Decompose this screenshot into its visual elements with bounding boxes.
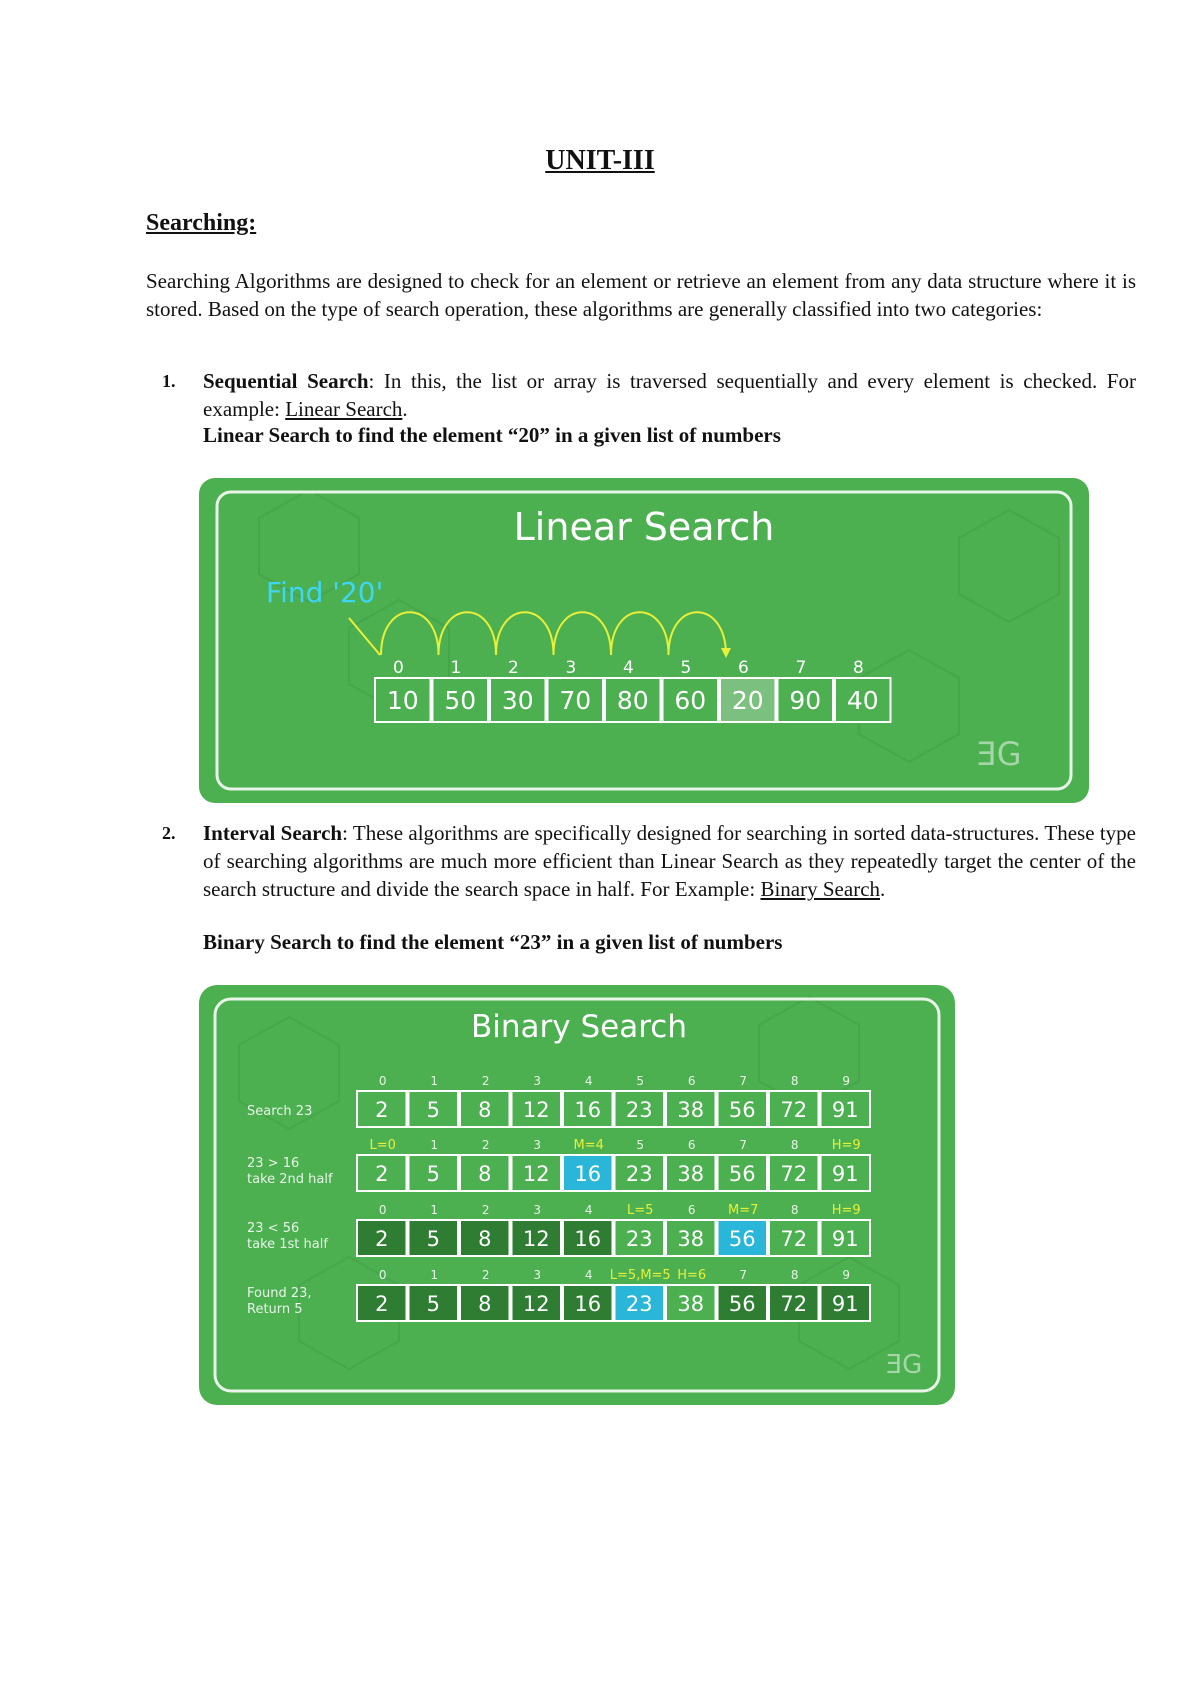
linear-caption: Linear Search to find the element “20” in a given list of numbers [203, 423, 781, 447]
term-label: Sequential Search [203, 369, 369, 393]
figure-title: Binary Search [471, 1009, 687, 1045]
step-label: take 1st half [247, 1237, 328, 1252]
index-label: 6 [687, 1074, 696, 1088]
cell-value: 12 [522, 1227, 550, 1251]
panel-background [199, 985, 955, 1405]
index-label: 7 [795, 658, 807, 678]
cell-value: 38 [677, 1162, 705, 1186]
binary-search-link[interactable]: Binary Search [760, 877, 881, 901]
logo: ƎG [885, 1350, 923, 1380]
cell-value: 5 [426, 1162, 440, 1186]
logo: ƎG [976, 735, 1022, 773]
step-label: take 2nd half [247, 1172, 333, 1187]
item-text: : These algorithms are specifically designed for searching in sorted data-structures. These type of searching algorithms are much more efficient than Linear Search as they repeatedly target the center of the search structure and divide the search space in half. For Example: [203, 821, 1137, 901]
cell-value: 91 [831, 1292, 859, 1316]
binary-caption: Binary Search to find the element “23” in a given list of numbers [203, 930, 783, 954]
index-label: 3 [565, 658, 577, 678]
index-label: 3 [533, 1138, 542, 1152]
index-label: H=9 [831, 1138, 861, 1153]
index-label: 1 [430, 1268, 439, 1282]
index-label: 0 [393, 658, 404, 678]
index-label: 7 [739, 1074, 748, 1088]
cell-value: 56 [728, 1292, 756, 1316]
index-label: 8 [790, 1268, 799, 1282]
cell-value: 5 [426, 1098, 440, 1122]
index-label: M=4 [573, 1138, 604, 1153]
cell-value: 40 [846, 686, 879, 715]
cell-value: 10 [386, 686, 419, 715]
binary-search-figure [199, 985, 955, 1405]
step-label: Return 5 [247, 1302, 303, 1317]
index-label: 2 [481, 1268, 490, 1282]
index-label: 9 [842, 1268, 851, 1282]
cell-value: 90 [789, 686, 822, 715]
cell-value: 2 [375, 1098, 389, 1122]
cell-value: 91 [831, 1162, 859, 1186]
index-label: 6 [738, 658, 749, 678]
cell-value: 8 [478, 1162, 492, 1186]
index-label: M=7 [728, 1203, 759, 1218]
cell-value: 8 [478, 1098, 492, 1122]
cell-value: 80 [616, 686, 649, 715]
list-item-sequential [146, 367, 1136, 423]
find-label: Find '20' [266, 576, 384, 609]
index-label: H=6 [677, 1268, 707, 1283]
section-heading: Searching: [146, 210, 257, 236]
index-label: 6 [687, 1138, 696, 1152]
index-label: 7 [739, 1138, 748, 1152]
term-label: Interval Search [203, 821, 343, 845]
cell-value: 12 [522, 1098, 550, 1122]
cell-value: 30 [501, 686, 534, 715]
item-text-end: . [402, 397, 408, 421]
cell-value: 20 [731, 686, 764, 715]
list-item-interval [146, 819, 1136, 903]
cell-value: 16 [574, 1292, 602, 1316]
index-label: 5 [636, 1074, 645, 1088]
cell-value: 23 [625, 1292, 653, 1316]
index-label: 3 [533, 1074, 542, 1088]
cell-value: 5 [426, 1292, 440, 1316]
step-label: Found 23, [247, 1286, 312, 1301]
index-label: 4 [584, 1203, 593, 1217]
index-label: 1 [430, 1074, 439, 1088]
cell-value: 38 [677, 1292, 705, 1316]
cell-value: 16 [574, 1162, 602, 1186]
item-text-end: . [880, 877, 886, 901]
cell-value: 23 [625, 1162, 653, 1186]
linear-search-diagram [199, 478, 1089, 803]
cell-value: 50 [444, 686, 477, 715]
index-label: L=0 [369, 1138, 396, 1153]
cell-value: 16 [574, 1227, 602, 1251]
index-label: 3 [533, 1268, 542, 1282]
cell-value: 91 [831, 1227, 859, 1251]
page-title: UNIT-III [545, 145, 655, 176]
cell-value: 56 [728, 1227, 756, 1251]
cell-value: 2 [375, 1292, 389, 1316]
step-label: 23 < 56 [247, 1221, 300, 1236]
intro-paragraph: Searching Algorithms are designed to check for an element or retrieve an element from any data structure where it is stored. Based on the type of search operation, these algorithms are generally classified into two categories: [146, 269, 1136, 321]
cell-value: 38 [677, 1227, 705, 1251]
index-label: 0 [378, 1268, 387, 1282]
cell-value: 91 [831, 1098, 859, 1122]
cell-value: 8 [478, 1227, 492, 1251]
index-label: 8 [790, 1074, 799, 1088]
cell-value: 72 [780, 1292, 808, 1316]
cell-value: 8 [478, 1292, 492, 1316]
index-label: 7 [739, 1268, 748, 1282]
index-label: 5 [636, 1138, 645, 1152]
index-label: 4 [584, 1268, 593, 1282]
index-label: 1 [430, 1203, 439, 1217]
cell-value: 60 [674, 686, 707, 715]
index-label: 2 [508, 658, 519, 678]
index-label: 0 [378, 1203, 387, 1217]
index-label: H=9 [831, 1203, 861, 1218]
index-label: 9 [842, 1074, 851, 1088]
cell-value: 5 [426, 1227, 440, 1251]
index-label: 2 [481, 1138, 490, 1152]
cell-value: 72 [780, 1162, 808, 1186]
index-label: L=5,M=5 [609, 1268, 671, 1283]
cell-value: 70 [559, 686, 592, 715]
index-label: 1 [450, 658, 462, 678]
index-label: 4 [584, 1074, 593, 1088]
cell-value: 72 [780, 1227, 808, 1251]
binary-search-diagram [199, 985, 955, 1405]
index-label: 8 [853, 658, 864, 678]
cell-value: 16 [574, 1098, 602, 1122]
index-label: 4 [623, 658, 634, 678]
linear-search-figure [199, 478, 1089, 803]
index-label: 2 [481, 1203, 490, 1217]
step-label: 23 > 16 [247, 1156, 300, 1171]
item-text: : In this, the list or array is traversed sequentially and every element is checked. For example: [203, 369, 1136, 421]
cell-value: 56 [728, 1162, 756, 1186]
cell-value: 2 [375, 1227, 389, 1251]
figure-title: Linear Search [513, 505, 775, 549]
list-number: 2. [162, 823, 176, 843]
index-label: 3 [533, 1203, 542, 1217]
cell-value: 38 [677, 1098, 705, 1122]
cell-value: 72 [780, 1098, 808, 1122]
index-label: 2 [481, 1074, 490, 1088]
list-number: 1. [162, 371, 176, 391]
index-label: 1 [430, 1138, 439, 1152]
cell-value: 12 [522, 1162, 550, 1186]
index-label: 0 [378, 1074, 387, 1088]
cell-value: 56 [728, 1098, 756, 1122]
linear-search-link[interactable]: Linear Search [285, 397, 403, 421]
index-label: 8 [790, 1138, 799, 1152]
cell-value: 12 [522, 1292, 550, 1316]
cell-value: 2 [375, 1162, 389, 1186]
index-label: 5 [680, 658, 692, 678]
cell-value: 23 [625, 1098, 653, 1122]
index-label: 8 [790, 1203, 799, 1217]
step-label: Search 23 [247, 1104, 313, 1119]
index-label: L=5 [627, 1203, 654, 1218]
index-label: 6 [687, 1203, 696, 1217]
cell-value: 23 [625, 1227, 653, 1251]
